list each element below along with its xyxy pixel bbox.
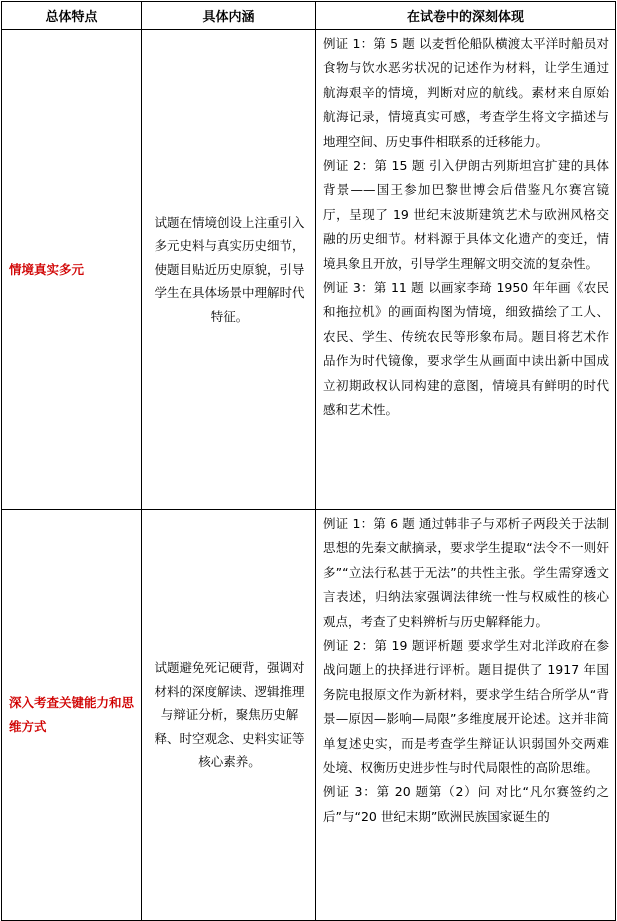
header-exam-embodiment: 在试卷中的深刻体现: [316, 2, 616, 30]
example-paragraph: 例证 1：第 6 题 通过韩非子与邓析子两段关于法制思想的先秦文献摘录，要求学生提取“法令不一则奸多”“立法行私甚于无法”的共性主张。学生需穿透文言表述，归纳法家强调法律统一性与权威性的核心观点，考查了史料辨析与历史解释能力。: [323, 516, 609, 629]
example-paragraph: 例证 3：第 11 题 以画家李琦 1950 年年画《农民和拖拉机》的画面构图为情境，细致描绘了工人、农民、学生、传统农民等形象布局。题目将艺术作品作为时代镜像，要求学生从画面中读出新中国成立初期政权认同构建的意图，情境具有鲜明的时代感和艺术性。: [323, 280, 609, 418]
examples-cell: [316, 510, 616, 921]
feature-cell: 深入考查关键能力和思维方式: [2, 510, 142, 921]
meaning-cell: 试题避免死记硬背，强调对材料的深度解读、逻辑推理与辩证分析，聚焦历史解释、时空观念、史料实证等核心素养。: [142, 510, 316, 921]
example-paragraph: 例证 2：第 15 题 引入伊朗古列斯坦宫扩建的具体背景——国王参加巴黎世博会后借鉴凡尔赛宫镜厅，呈现了 19 世纪末波斯建筑艺术与欧洲风格交融的历史细节。材料源于具体文化遗产的变迁，情境具象且开放，引导学生理解文明交流的复杂性。: [323, 158, 609, 271]
table-row: [2, 30, 616, 510]
example-paragraph: 例证 2：第 19 题评析题 要求学生对北洋政府在参战问题上的抉择进行评析。题目提供了 1917 年国务院电报原文作为新材料，要求学生结合所学从“背景—原因—影响—局限”多维度展开论述。这并非简单复述史实，而是考查学生辩证认识弱国外交两难处境、权衡历史进步性与时代局限性的高阶思维。: [323, 638, 609, 776]
table-row: [2, 510, 616, 921]
meaning-cell: 试题在情境创设上注重引入多元史料与真实历史细节，使题目贴近历史原貌，引导学生在具体场景中理解时代特征。: [142, 30, 316, 510]
example-paragraph: 例证 1：第 5 题 以麦哲伦船队横渡太平洋时船员对食物与饮水恶劣状况的记述作为材料，让学生通过航海艰辛的情境，判断对应的航线。素材来自原始航海记录，情境真实可感，考查学生将文字描述与地理空间、历史事件相联系的迁移能力。: [323, 36, 609, 149]
examples-cell: [316, 30, 616, 510]
header-specific-meaning: 具体内涵: [142, 2, 316, 30]
header-row: [2, 2, 616, 30]
header-overall-feature: 总体特点: [2, 2, 142, 30]
analysis-table: [1, 1, 616, 921]
feature-cell: 情境真实多元: [2, 30, 142, 510]
example-paragraph: 例证 3：第 20 题第（2）问 对比“凡尔赛签约之后”与“20 世纪末期”欧洲民族国家诞生的: [323, 784, 609, 824]
